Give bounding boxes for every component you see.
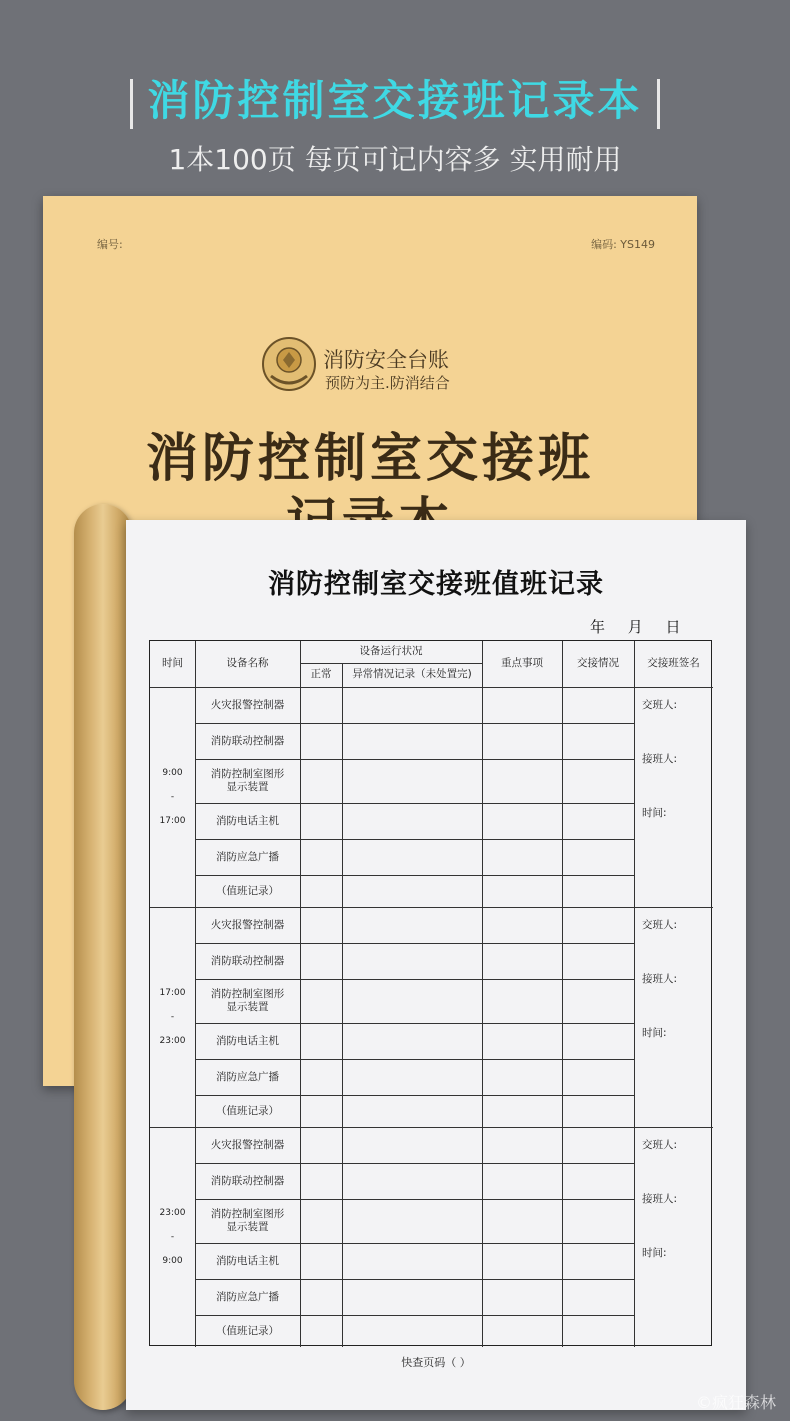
watermark: ©疯狂森林 xyxy=(695,1393,776,1412)
table-line xyxy=(195,1243,634,1244)
table-line xyxy=(195,1023,634,1024)
handover-person-label: 交班人: xyxy=(642,699,678,711)
table-line xyxy=(195,1059,634,1060)
handover-person-label: 交班人: xyxy=(642,1139,678,1151)
table-line xyxy=(195,723,634,724)
table-line xyxy=(195,803,634,804)
device-name: 消防电话主机 xyxy=(216,1254,279,1267)
column-header: 设备名称 xyxy=(226,657,269,669)
device-name: （值班记录） xyxy=(216,1104,279,1117)
sheet-title: 消防控制室交接班值班记录 xyxy=(268,569,604,600)
table-line xyxy=(562,641,563,1347)
table-line xyxy=(300,641,301,1347)
table-line xyxy=(342,663,343,1347)
shift-start-time: 23:00 xyxy=(159,1208,186,1218)
device-name: 消防电话主机 xyxy=(216,1034,279,1047)
table-line xyxy=(195,759,634,760)
table-line xyxy=(195,875,634,876)
device-name: 消防联动控制器 xyxy=(210,1174,285,1187)
table-line xyxy=(634,641,635,1347)
banner-subtitle: 1本100页 每页可记内容多 实用耐用 xyxy=(168,143,622,176)
receiver-label: 接班人: xyxy=(642,1193,678,1205)
device-name: 火灾报警控制器 xyxy=(210,1138,285,1151)
device-name: （值班记录） xyxy=(216,884,279,897)
title-bar-right xyxy=(657,79,660,129)
rolled-paper xyxy=(74,504,132,1410)
record-table xyxy=(149,640,712,1346)
column-header: 异常情况记录（未处置完) xyxy=(352,668,472,680)
time-label: 时间: xyxy=(642,1027,667,1039)
table-line xyxy=(195,1095,634,1096)
cover-code: 编码: YS149 xyxy=(591,238,655,251)
table-line xyxy=(150,687,713,688)
table-line xyxy=(195,1315,634,1316)
banner-title xyxy=(0,68,790,129)
cover-number-label: 编号: xyxy=(97,238,123,251)
column-header: 设备运行状况 xyxy=(359,645,423,657)
sheet-date: 年 月 日 xyxy=(590,618,681,636)
table-line xyxy=(195,1163,634,1164)
table-line xyxy=(195,943,634,944)
shift-end-time: 23:00 xyxy=(159,1036,186,1046)
table-line xyxy=(195,1279,634,1280)
device-name: 消防应急广播 xyxy=(216,1070,279,1083)
banner-title-text: 消防控制室交接班记录本 xyxy=(147,76,643,125)
ledger-slogan: 预防为主.防消结合 xyxy=(325,374,450,392)
device-name: 消防控制室图形 显示装置 xyxy=(210,988,285,1013)
page-check: 快查页码（ ） xyxy=(401,1356,471,1369)
shift-start-time: 17:00 xyxy=(159,988,186,998)
title-bar-left xyxy=(130,79,133,129)
handover-person-label: 交班人: xyxy=(642,919,678,931)
table-line xyxy=(195,839,634,840)
table-line xyxy=(482,641,483,1347)
device-name: 消防应急广播 xyxy=(216,850,279,863)
table-line xyxy=(150,907,713,908)
shift-end-time: 9:00 xyxy=(162,1256,183,1266)
column-header: 交接班签名 xyxy=(647,657,700,669)
device-name: 消防电话主机 xyxy=(216,814,279,827)
time-label: 时间: xyxy=(642,807,667,819)
device-name: 火灾报警控制器 xyxy=(210,918,285,931)
device-name: 火灾报警控制器 xyxy=(210,698,285,711)
device-name: 消防应急广播 xyxy=(216,1290,279,1303)
cover-title-line1: 消防控制室交接班 xyxy=(145,429,594,489)
shift-separator: - xyxy=(170,792,175,802)
device-name: 消防联动控制器 xyxy=(210,954,285,967)
device-name: （值班记录） xyxy=(216,1324,279,1337)
device-name: 消防联动控制器 xyxy=(210,734,285,747)
ledger-name: 消防安全台账 xyxy=(323,348,449,372)
table-line xyxy=(195,1199,634,1200)
device-name: 消防控制室图形 显示装置 xyxy=(210,768,285,793)
device-name: 消防控制室图形 显示装置 xyxy=(210,1208,285,1233)
column-header: 正常 xyxy=(310,668,332,680)
shift-separator: - xyxy=(170,1232,175,1242)
table-line xyxy=(195,979,634,980)
fire-emblem-icon xyxy=(261,336,317,392)
shift-separator: - xyxy=(170,1012,175,1022)
column-header: 重点事项 xyxy=(501,657,543,669)
table-line xyxy=(300,663,482,664)
shift-start-time: 9:00 xyxy=(162,768,183,778)
receiver-label: 接班人: xyxy=(642,973,678,985)
time-label: 时间: xyxy=(642,1247,667,1259)
column-header: 时间 xyxy=(162,657,183,669)
column-header: 交接情况 xyxy=(577,657,619,669)
receiver-label: 接班人: xyxy=(642,753,678,765)
record-sheet xyxy=(126,520,746,1410)
shift-end-time: 17:00 xyxy=(159,816,186,826)
table-line xyxy=(150,1127,713,1128)
